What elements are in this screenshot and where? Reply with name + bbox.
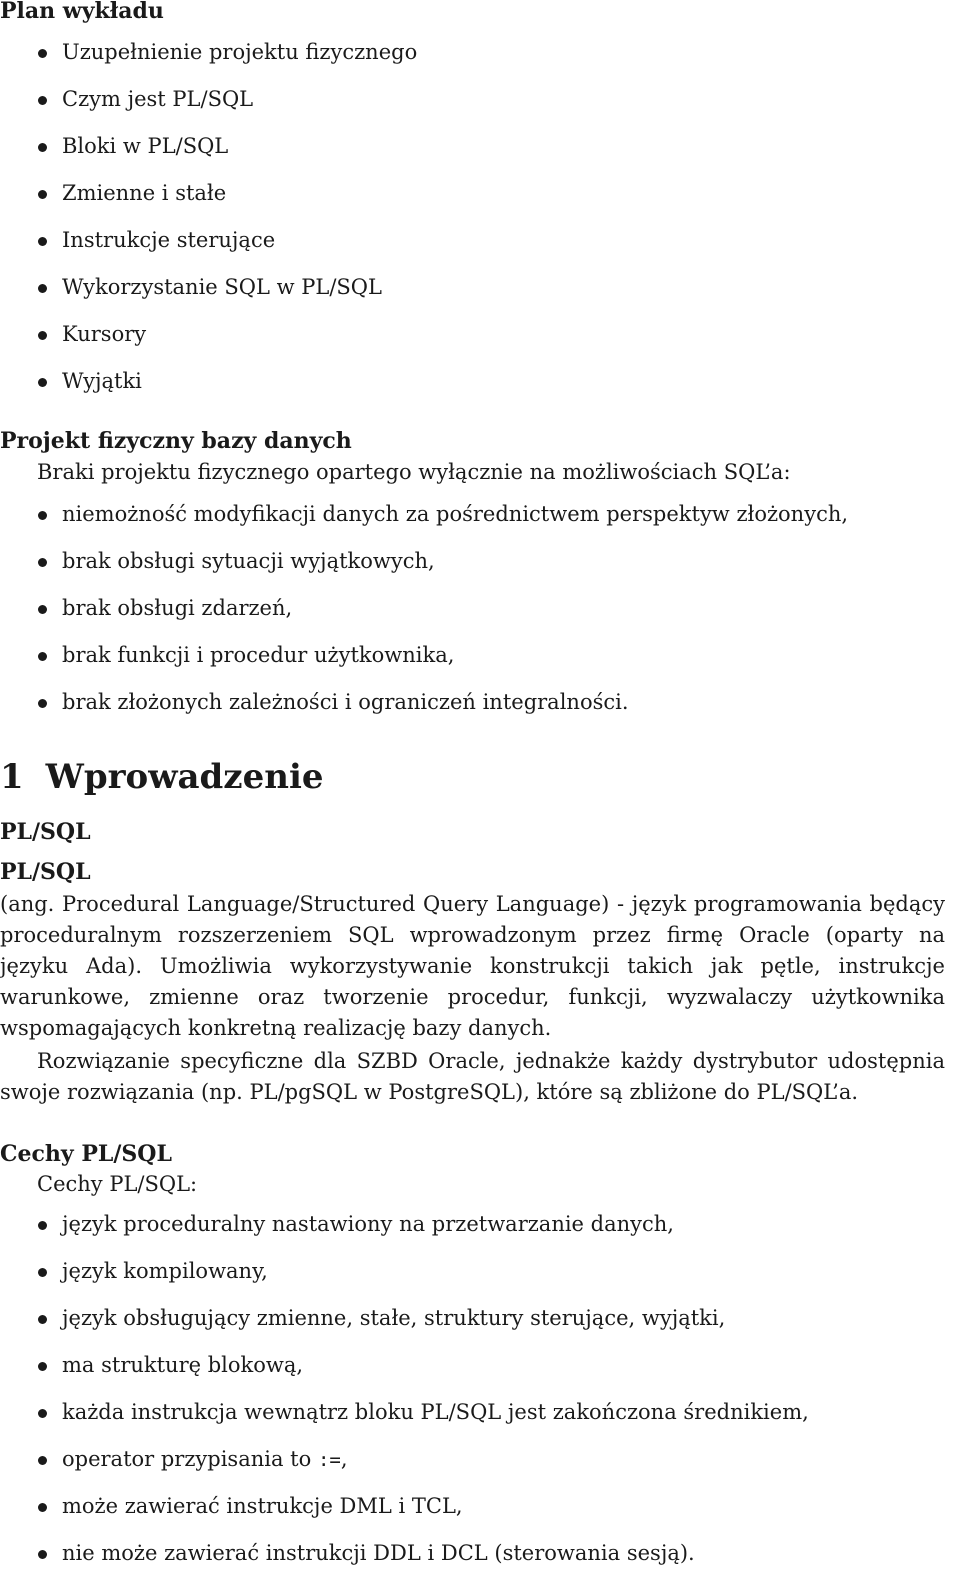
bullet-icon [38,237,47,246]
list-item: język kompilowany, [0,1257,809,1304]
bullet-icon [38,652,47,661]
plan-list [0,38,417,414]
bullet-icon [38,190,47,199]
bullet-icon [38,1503,47,1512]
list-item: każda instrukcja wewnątrz bloku PL/SQL jest zakończona średnikiem, [0,1398,809,1445]
bullet-icon [38,511,47,520]
list-item: Bloki w PL/SQL [0,132,417,179]
section-title [0,756,324,798]
bullet-icon [38,143,47,152]
list-item: ma strukturę blokową, [0,1351,809,1398]
bullet-icon [38,96,47,105]
section-title-text: Wprowadzenie [45,757,324,797]
list-item: brak funkcji i procedur użytkownika, [0,641,848,688]
projekt-heading: Projekt fizyczny bazy danych [0,428,352,454]
list-item: Wykorzystanie SQL w PL/SQL [0,273,417,320]
projekt-intro: Braki projektu fizycznego opartego wyłącznie na możliwościach SQL’a: [37,460,791,484]
bullet-icon [38,699,47,708]
list-item: język obsługujący zmienne, stałe, struktury sterujące, wyjątki, [0,1304,809,1351]
plan-heading: Plan wykładu [0,0,164,24]
bullet-icon [38,331,47,340]
bullet-icon [38,1315,47,1324]
bullet-icon [38,558,47,567]
bullet-icon [38,605,47,614]
cechy-list [0,1210,809,1586]
list-item: brak złożonych zależności i ograniczeń integralności. [0,688,848,735]
plsql-paragraph-1: (ang. Procedural Language/Structured Query Language) - język programowania będący proceduralnym rozszerzeniem SQL wprowadzonym przez firmę Oracle (oparty na języku Ada). Umożliwia wykorzystywanie konstrukcji takich jak pętle, instrukcje warunkowe, zmienne oraz tworzenie procedur, funkcji, wyzwalaczy użytkownika wspomagających konkretną realizację bazy danych. [0,892,945,1040]
bullet-icon [38,1362,47,1371]
list-item: Kursory [0,320,417,367]
list-item: może zawierać instrukcje DML i TCL, [0,1492,809,1539]
cechy-heading: Cechy PL/SQL [0,1141,172,1167]
plsql-term: PL/SQL [0,859,91,885]
plsql-heading: PL/SQL [0,819,91,845]
list-item: brak obsługi sytuacji wyjątkowych, [0,547,848,594]
list-item: brak obsługi zdarzeń, [0,594,848,641]
bullet-icon [38,49,47,58]
bullet-icon [38,1221,47,1230]
list-item: Uzupełnienie projektu fizycznego [0,38,417,85]
bullet-icon [38,284,47,293]
bullet-icon [38,378,47,387]
projekt-list [0,500,848,735]
bullet-icon [38,1456,47,1465]
section-number: 1 [0,757,24,797]
list-item: Czym jest PL/SQL [0,85,417,132]
list-item: Instrukcje sterujące [0,226,417,273]
cechy-intro: Cechy PL/SQL: [37,1172,198,1196]
list-item: niemożność modyfikacji danych za pośrednictwem perspektyw złożonych, [0,500,848,547]
operator-code: := [317,1449,341,1471]
plsql-paragraph-2: Rozwiązanie specyficzne dla SZBD Oracle, jednakże każdy dystrybutor udostępnia swoje rozwiązania (np. PL/pgSQL w PostgreSQL), które są zbliżone do PL/SQL’a. [0,1049,945,1104]
list-item: nie może zawierać instrukcji DDL i DCL (sterowania sesją). [0,1539,809,1586]
bullet-icon [38,1550,47,1559]
list-item: operator przypisania to :=, [0,1445,809,1492]
bullet-icon [38,1268,47,1277]
list-item: Zmienne i stałe [0,179,417,226]
list-item: Wyjątki [0,367,417,414]
bullet-icon [38,1409,47,1418]
list-item: język proceduralny nastawiony na przetwarzanie danych, [0,1210,809,1257]
